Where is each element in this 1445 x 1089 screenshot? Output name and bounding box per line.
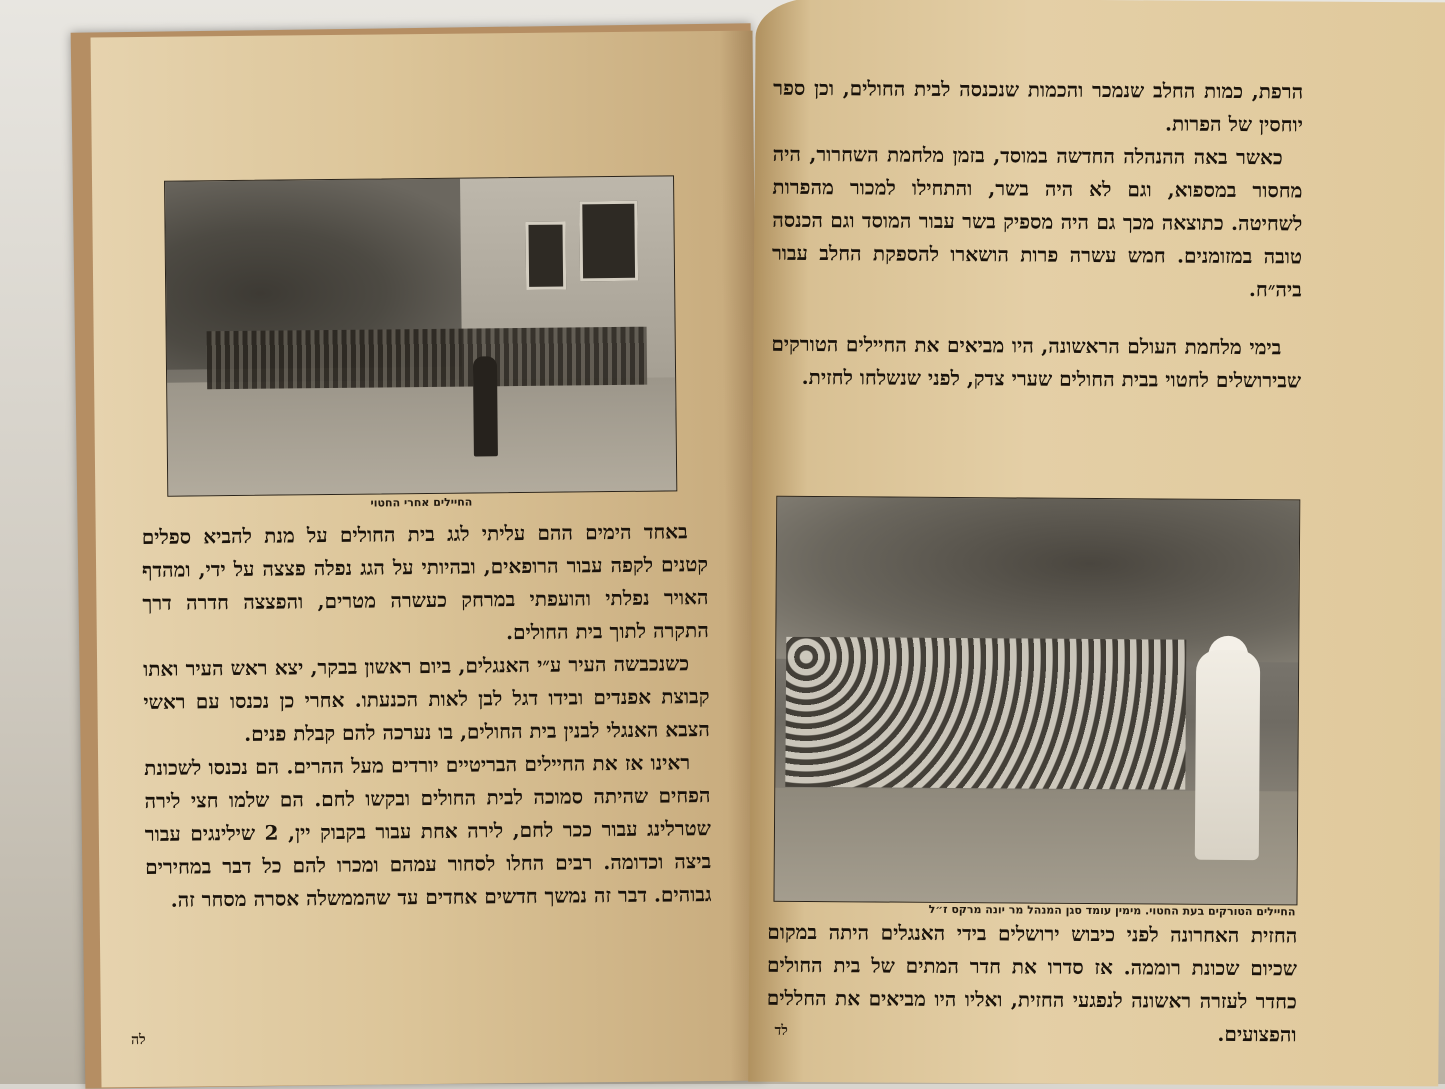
seated-soldiers <box>785 637 1186 790</box>
page-number: לד <box>774 1022 788 1039</box>
photo-caption: החיילים אחרי החטוי <box>370 495 473 510</box>
building-window <box>525 222 566 290</box>
left-page <box>91 31 764 1088</box>
right-page <box>748 0 1445 1086</box>
paragraph: כאשר באה ההנהלה החדשה במוסד, בזמן מלחמת השחרור, היה מחסור במספוא, וגם לא היה בשר, והתחילו למכור מהפרות לשחיטה. כתוצאה מכך גם היה מספיק בשר עבור המוסד וגם הכנסה טובה במזומנים. חמש עשרה פרות הושארו להספקת החלב עבור ביה״ח. <box>771 141 1303 302</box>
paragraph: בימי מלחמת העולם הראשונה, היו מביאים את החיילים הטורקים שבירושלים לחטוי בבית החולים שערי צדק, לפני שנשלחו לחזית. <box>771 331 1302 393</box>
photo-ground <box>167 377 676 495</box>
paragraph: החזית האחרונה לפני כיבוש ירושלים בידי האנגלים היתה במקום שכיום שכונת רוממה. אז סדרו את חדר המתים של בית החולים כחדר לעזרה ראשונה לנפגעי החזית, ואליו היו מביאים את החללים והפצועים. <box>766 919 1298 1047</box>
right-body-text-top <box>772 72 1304 307</box>
paragraph: ראינו אז את החיילים הבריטיים יורדים מעל ההרים. הם נכנסו לשכונת הפחים שהיתה סמוכה לבית החולים ובקשו לחם. הם שלמו חצי לירה שטרלינג עבור ככר לחם, לירה אחת עבור בקבוק יין, 2 שילינגים עבור ביצה וכדומה. רבים החלו לסחור עמהם ומכרו להם כל דבר במחירים גבוהים. דבר זה נמשך חדשים אחדים עד שהממשלה אסרה מסחר זה. <box>144 750 712 912</box>
right-body-text-bottom <box>766 916 1297 1052</box>
right-body-text-middle <box>771 328 1301 398</box>
soldiers-after-disinfection-photo <box>164 175 677 496</box>
paragraph: הרפת, כמות החלב שנמכר והכמות שנכנסה לבית החולים, וכן ספר יוחסין של הפרות. <box>773 75 1304 137</box>
soldiers-row <box>207 327 648 390</box>
standing-man-figure <box>1195 650 1260 860</box>
photo-caption: החיילים הטורקים בעת החטוי. מימין עומד סגן המנהל מר יונה מרקס ז״ל <box>928 902 1296 919</box>
paragraph: כשנכבשה העיר ע״י האנגלים, ביום ראשון בבקר, יצא ראש העיר ואתו קבוצת אפנדים ובידו דגל לבן לאות הכנעתו. אחרי כן נכנסו עם ראשי הצבא האנגלי לבנין בית החולים, בו נערכה להם קבלת פנים. <box>143 651 710 746</box>
turkish-soldiers-photo <box>773 496 1300 906</box>
paragraph: באחד הימים ההם עליתי לגג בית החולים על מנת להביא ספלים קטנים לקפה עבור הרופאים, ובהיותי על הגג נפלה פצצה על ידי, ומהדף האויר נפלתי והועפתי במרחק כעשרה מטרים, והפצצה חדרה דרך התקרה לתוך בית החולים. <box>141 519 709 645</box>
page-number: לה <box>130 1031 146 1049</box>
officer-figure <box>473 356 498 456</box>
building-window <box>579 201 638 282</box>
left-body-text <box>142 515 712 917</box>
